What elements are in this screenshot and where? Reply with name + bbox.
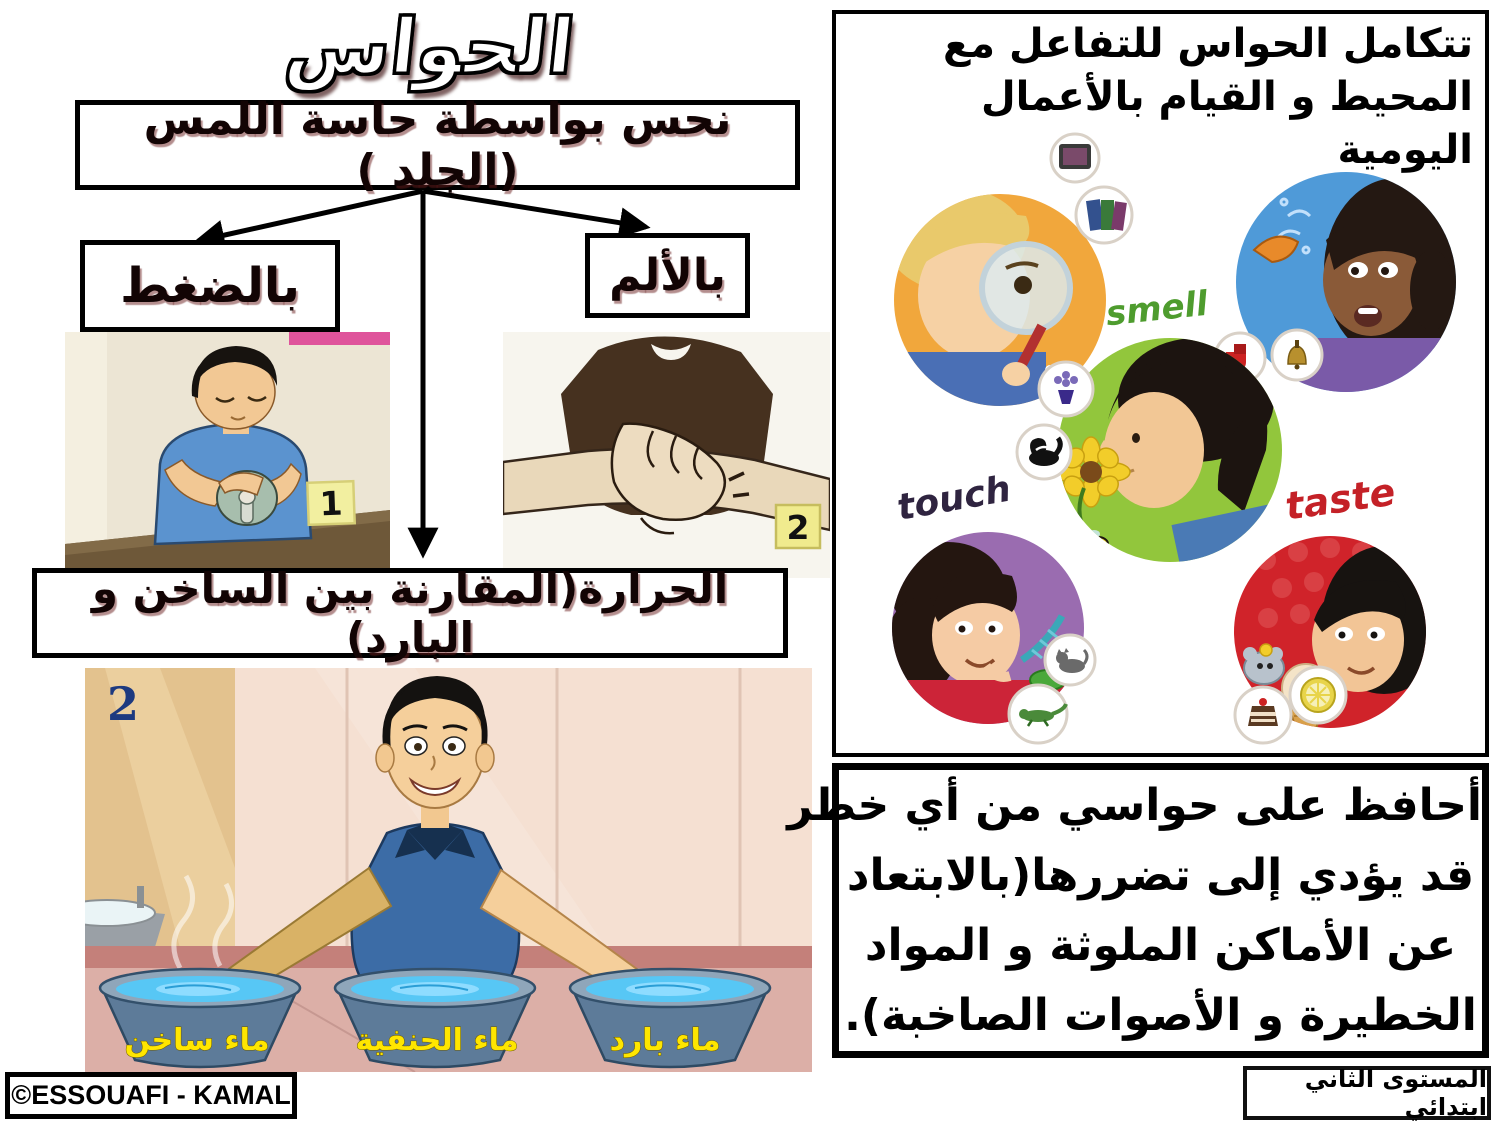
arrow-to-pressure xyxy=(198,191,423,241)
pain-box xyxy=(585,233,750,318)
hearing-circle xyxy=(1236,172,1468,408)
senses-panel xyxy=(832,10,1489,757)
grade-level-text: المستوى الثاني ابتدائي xyxy=(1304,1065,1487,1121)
taste-label: taste xyxy=(1282,469,1398,529)
heat-label: الحرارة(المقارنة بين الساخن و البارد) xyxy=(91,564,729,662)
touch-sense-main-label: نحس بواسطة حاسة اللمس (الجلد ) xyxy=(143,94,732,196)
protect-line-3: عن الأماكن الملوثة و المواد xyxy=(864,919,1457,971)
tv-icon xyxy=(1059,144,1091,169)
scene-number: 2 xyxy=(107,677,140,731)
senses-caption-line2: المحيط و القيام بالأعمال اليومية xyxy=(980,73,1473,173)
vase-satellite xyxy=(1039,362,1093,416)
lemon-icon xyxy=(1301,678,1335,712)
water-experiment-drawing xyxy=(85,668,812,1072)
copyright-text: ©ESSOUAFI - KAMAL xyxy=(11,1080,291,1110)
tap-water-label: ماء الحنفية xyxy=(355,1023,519,1058)
senses-caption-line1: تتكامل الحواس للتفاعل مع xyxy=(942,21,1473,67)
mouse-toy xyxy=(1243,644,1284,684)
arrow-to-pain xyxy=(423,191,646,227)
heat-box xyxy=(32,564,788,662)
copyright-box xyxy=(5,1072,297,1119)
protect-line-1: أحافظ على حواسي من أي خطر xyxy=(787,779,1482,831)
page-title: الحواس xyxy=(281,2,579,91)
grade-level-box xyxy=(1243,1066,1491,1120)
pain-label: بالألم xyxy=(609,250,726,301)
touch-sense-main-box xyxy=(75,94,800,196)
pressure-box xyxy=(80,240,340,332)
water-experiment-illustration xyxy=(85,668,812,1072)
protect-line-4: الخطيرة و الأصوات الصاخبة). xyxy=(844,989,1477,1041)
books-icon xyxy=(1086,199,1127,231)
svg-text:2: 2 xyxy=(786,508,810,547)
five-senses-collage xyxy=(836,120,1485,753)
hot-water-label: ماء ساخن xyxy=(124,1023,270,1058)
protect-senses-box xyxy=(787,763,1489,1058)
protect-line-2: قد يؤدي إلى تضررها(بالابتعاد xyxy=(846,849,1475,901)
smell-label: smell xyxy=(1104,283,1210,335)
cold-water-label: ماء بارد xyxy=(609,1023,721,1058)
pressure-label: بالضغط xyxy=(120,258,300,314)
svg-text:1: 1 xyxy=(318,483,344,524)
touch-label: touch xyxy=(894,468,1014,529)
